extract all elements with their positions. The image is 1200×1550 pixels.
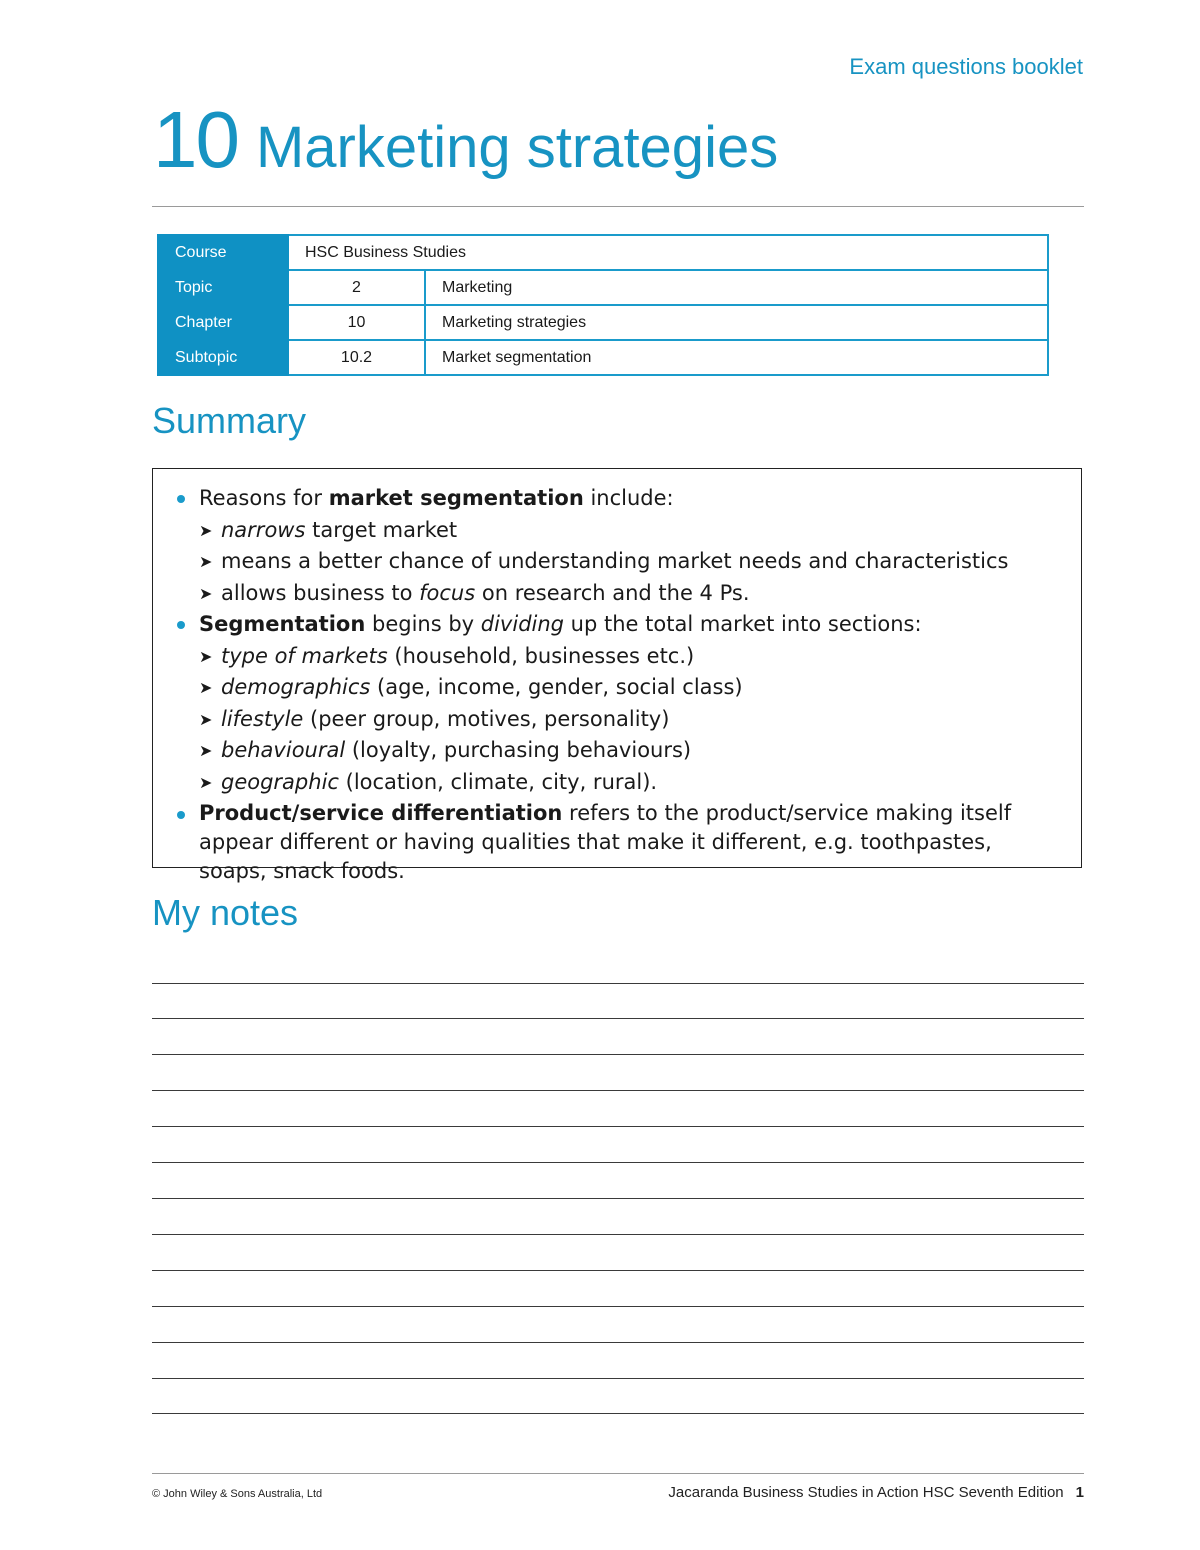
note-line bbox=[152, 1090, 1084, 1091]
arrow-bullet-icon: ➤ bbox=[199, 741, 213, 760]
summary-bullet: Segmentation begins by dividing up the total market into sections: bbox=[175, 609, 1061, 641]
arrow-bullet-icon: ➤ bbox=[199, 583, 213, 603]
subtopic-label: Subtopic bbox=[158, 340, 288, 375]
arrow-bullet-icon: ➤ bbox=[199, 552, 213, 571]
note-line bbox=[152, 1270, 1084, 1271]
subtopic-name: Market segmentation bbox=[425, 340, 1048, 375]
chapter-name: Marketing strategies bbox=[255, 115, 779, 180]
footer-book-info bbox=[668, 1484, 1084, 1501]
summary-sub-item: ➤ geographic (location, climate, city, rural). bbox=[175, 767, 1061, 799]
arrow-bullet-icon: ➤ bbox=[199, 646, 213, 666]
arrow-bullet-icon: ➤ bbox=[199, 709, 213, 729]
course-info-table bbox=[157, 234, 1049, 376]
summary-sub-item: ➤ demographics (age, income, gender, social class) bbox=[175, 672, 1061, 704]
note-line bbox=[152, 1018, 1084, 1019]
summary-sub-item: ➤ means a better chance of understanding market needs and characteristics bbox=[175, 546, 1061, 578]
footer-divider bbox=[152, 1473, 1084, 1474]
summary-sub-item: ➤ lifestyle (peer group, motives, personality) bbox=[175, 704, 1061, 736]
summary-bullet: Reasons for market segmentation include: bbox=[175, 483, 1061, 515]
note-line bbox=[152, 1306, 1084, 1307]
bullet-dot-icon bbox=[177, 621, 185, 629]
topic-number: 2 bbox=[288, 270, 425, 305]
book-title: Jacaranda Business Studies in Action HSC Seventh Edition bbox=[668, 1484, 1064, 1501]
topic-name: Marketing bbox=[425, 270, 1048, 305]
summary-bullet: Product/service differentiation refers to the product/service making itself appear different or having qualities that make it different, e.g. toothpastes, soaps, snack foods. bbox=[175, 799, 1061, 886]
table-row bbox=[158, 305, 1048, 340]
note-line bbox=[152, 1054, 1084, 1055]
table-row bbox=[158, 235, 1048, 270]
chapter-number-cell: 10 bbox=[288, 305, 425, 340]
note-line bbox=[152, 1126, 1084, 1127]
course-value: HSC Business Studies bbox=[288, 235, 1048, 270]
table-row bbox=[158, 270, 1048, 305]
summary-heading: Summary bbox=[152, 400, 307, 441]
subtopic-number: 10.2 bbox=[288, 340, 425, 375]
notes-heading: My notes bbox=[152, 892, 299, 933]
arrow-bullet-icon: ➤ bbox=[199, 772, 213, 792]
summary-sub-item: ➤ allows business to focus on research and the 4 Ps. bbox=[175, 578, 1061, 610]
note-line bbox=[152, 1234, 1084, 1235]
bullet-dot-icon bbox=[177, 495, 185, 503]
bullet-dot-icon bbox=[177, 811, 185, 819]
summary-sub-item: ➤ type of markets (household, businesses etc.) bbox=[175, 641, 1061, 673]
chapter-name-cell: Marketing strategies bbox=[425, 305, 1048, 340]
summary-sub-item: ➤ behavioural (loyalty, purchasing behaviours) bbox=[175, 735, 1061, 767]
topic-label: Topic bbox=[158, 270, 288, 305]
chapter-title bbox=[153, 95, 779, 184]
title-divider bbox=[152, 206, 1084, 207]
course-label: Course bbox=[158, 235, 288, 270]
chapter-number: 10 bbox=[153, 95, 238, 184]
booklet-label: Exam questions booklet bbox=[849, 54, 1083, 79]
page-number: 1 bbox=[1075, 1484, 1084, 1501]
arrow-bullet-icon: ➤ bbox=[199, 678, 213, 697]
note-line bbox=[152, 1378, 1084, 1379]
note-line bbox=[152, 1413, 1084, 1414]
arrow-bullet-icon: ➤ bbox=[199, 520, 213, 540]
note-line bbox=[152, 1342, 1084, 1343]
summary-box bbox=[152, 468, 1082, 883]
copyright-text: © John Wiley & Sons Australia, Ltd bbox=[152, 1488, 323, 1500]
chapter-label: Chapter bbox=[158, 305, 288, 340]
note-line bbox=[152, 983, 1084, 984]
table-row bbox=[158, 340, 1048, 375]
note-line bbox=[152, 1162, 1084, 1163]
summary-sub-item: ➤ narrows target market bbox=[175, 515, 1061, 547]
note-line bbox=[152, 1198, 1084, 1199]
